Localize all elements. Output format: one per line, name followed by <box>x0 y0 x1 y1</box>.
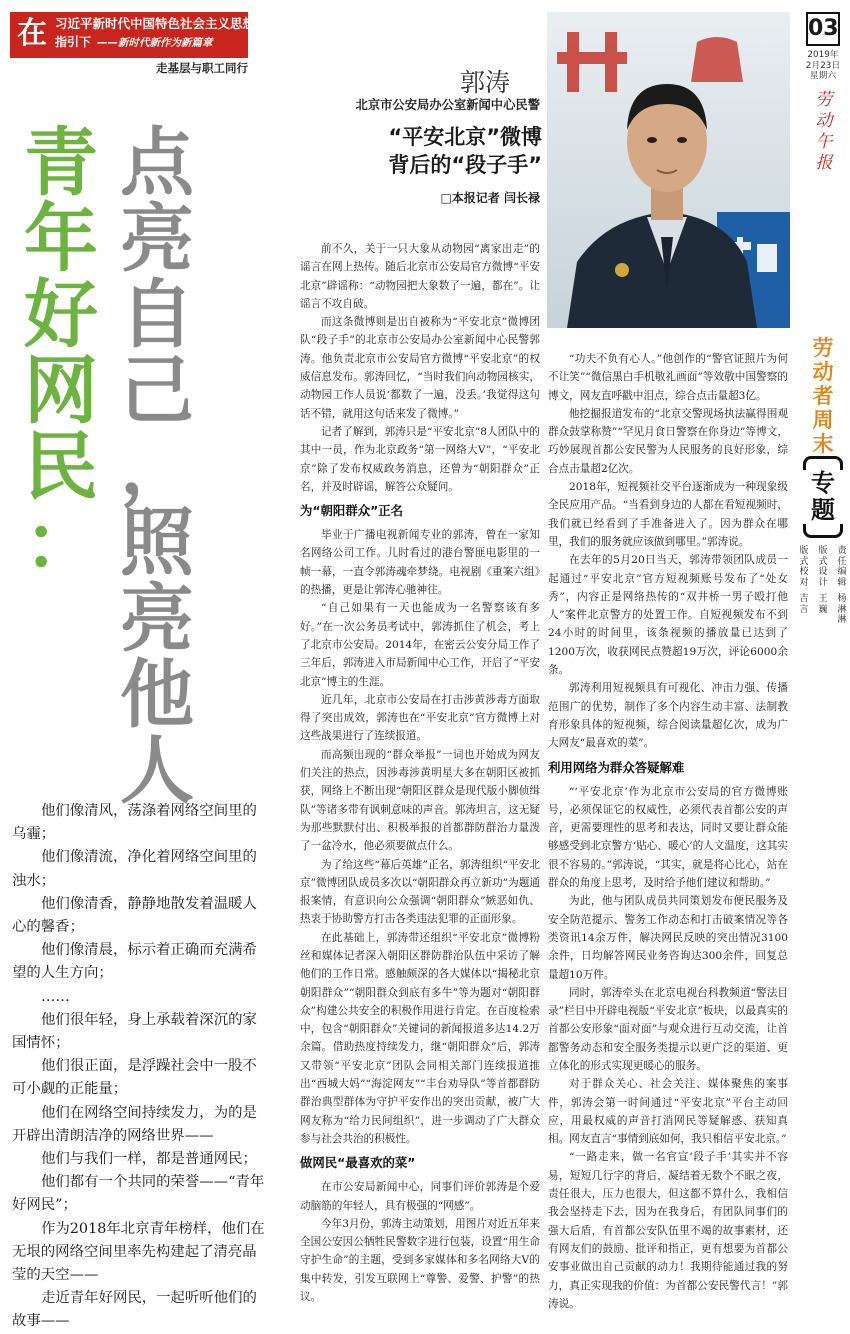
big-title-char: 亮 <box>120 576 194 662</box>
header-line-1: 习近平新时代中国特色社会主义思想 <box>55 16 256 31</box>
big-title-char: 好 <box>24 272 98 358</box>
body-paragraph: 2018年，短视频社交平台逐渐成为一种现象级全民应用产品。“当看到身边的人都在看短视频时，我们就已经看到了手准备进入了。因为群众在哪里，我们的服务就应该做到哪里。”郭涛说。 <box>548 481 788 548</box>
section-subhead: 做网民“最喜欢的菜” <box>300 1155 416 1171</box>
issue-date-year: 2019年 <box>807 50 839 60</box>
special-char: 题 <box>811 496 835 524</box>
credit-role-char: 校 <box>799 567 809 577</box>
logo-char: 报 <box>815 153 833 173</box>
big-title-char: 民 <box>24 424 98 510</box>
credit-role-char: 版 <box>799 546 809 556</box>
credit-role-char: 式 <box>799 556 809 567</box>
credit-name-char: 言 <box>799 604 809 615</box>
page-number: 03 <box>806 12 840 46</box>
body-paragraph: “‘平安北京’作为北京市公安局的官方微博账号，必须保证它的权威性，必须代表首都公安的声音，更需要理性的思考和表达，同时又要让群众能够感受到北京警方‘贴心、暖心’的人文温度，这其实很不容易的。”郭涛说，“其实，就是将心比心，站在群众的角度上思考，及时给予他们建议和帮助。” <box>548 785 788 890</box>
body-paragraph: “一路走来，做一名官宣‘段子手’其实并不容易，短短几行字的背后，凝结着无数个不眠之夜，责任很大，压力也很大，但这都不算什么，我相信我会坚持走下去，因为在我身后，有团队同事们的强大后盾，有首都公安队伍里不竭的故事素材，还有网友们的鼓励、批评和指正，更有想要为首都公安事业做出自己贡献的动力！我期待能通过我的努力，真正实现我的价值：为首都公安民警代言！”郭涛说。 <box>548 1151 788 1310</box>
body-paragraph: 而高频出现的“群众举报”一词也开始成为网友们关注的热点，因涉毒涉黄明星大多在朝阳区被抓获，网络上不断出现“朝阳区群众是现代版小脚侦缉队”等诸多带有讽刺意味的声音。郭涛坦言，这无疑为那些默默付出、积极举报的首都群防群治力量泼了一盆冷水，他必须要做点什么。 <box>300 748 540 853</box>
big-title-char: 亮 <box>120 196 194 282</box>
credit-role-char: 计 <box>818 577 828 588</box>
section-char: 周 <box>812 408 834 432</box>
big-title-char: ： <box>24 500 98 586</box>
header-line-2-tag: ——新时代新作为新篇章 <box>97 37 213 49</box>
body-paragraph: 郭涛利用短视频具有可视化、冲击力强、传播范围广的优势，制作了多个内容生动丰富、法制教育形象具体的短视频，综合阅读量超亿次，成为广大网友“最喜欢的菜”。 <box>548 682 788 750</box>
credit-role-char: 版 <box>818 546 828 556</box>
big-title-char: 照 <box>120 500 194 586</box>
big-title-char: 他 <box>120 652 194 738</box>
body-paragraph: 对于群众关心、社会关注、媒体聚焦的案事件，郭涛会第一时间通过“平安北京”平台主动回应，用最权威的声音打消网民等疑解惑、获知真相。网友直言“事情到底如何，我只相信平安北京。” <box>548 1078 788 1146</box>
section-char: 动 <box>812 360 834 384</box>
big-title-right <box>118 120 196 814</box>
section-char: 劳 <box>812 336 834 360</box>
body-paragraph: 前不久，关于一只大象从动物园“离家出走”的谣言在网上热传。随后北京市公安局官方微博“平安北京”辟谣称：“动物园把大象数了一遍，都在”。让谣言不攻自破。 <box>300 243 540 310</box>
special-char: 专 <box>811 469 835 497</box>
header-line-2 <box>55 34 247 51</box>
issue-date-day: 2月23日 <box>805 60 841 71</box>
credit-role-char: 式 <box>818 556 828 567</box>
article-column-2 <box>548 350 788 1313</box>
logo-char: 动 <box>815 111 833 131</box>
credit-role-char: 编 <box>837 567 847 577</box>
credit-role-char: 对 <box>799 577 809 588</box>
special-label <box>803 470 843 524</box>
credit-name-char: 巍 <box>818 604 828 615</box>
article-title-line-1: “平安北京”微博 <box>388 125 542 149</box>
body-paragraph: 而这条微博则是出自被称为“平安北京”微博团队“段子手”的北京市公安局办公室新闻中心民警郭涛。他负责北京市公安局官方微博“平安北京”的权威信息发布。郭涛回忆，“当时我们向动物园核实，动物园工作人员说‘都数了一遍，没丢。’我觉得这句话不错，就用这句话来发了微博。” <box>300 316 540 420</box>
special-bracket-top <box>803 456 843 470</box>
big-title-char: 点 <box>120 120 194 206</box>
poem-line: 他们在网络空间持续发力，为的是开辟出清朗洁净的网络世界—— <box>12 1104 257 1144</box>
header-line-2-text: 指引下 <box>55 35 92 49</box>
big-title-char: 自 <box>120 272 194 358</box>
article-title-line-2: 背后的“段子手” <box>388 153 542 177</box>
section-name <box>803 336 843 456</box>
body-paragraph: 在此基础上，郭涛带还组织“平安北京”微博粉丝和媒体记者深入朝阳区群防群治队伍中采访了解他们的工作日常。感触颇深的各大媒体以“揭秘北京朝阳群众”“朝阳群众到底有多牛”等为题对“朝阳群众”构建公共安全的积极作用进行肯定。在百度检索中，包含“朝阳群众”关键词的新闻报道多达14.2万余篇。借助热度持续发力，继“朝阳群众”后，郭涛又带领“平安北京”团队会同相关部门连续报道推出“西城大妈”“海淀网友”“丰台劝导队”等首都群防群治典型群体为守护平安作出的突出贡献，被广大网友称为“给力民间组织”，进一步调动了广大群众参与社会共治的积极性。 <box>300 931 540 1145</box>
newspaper-logo <box>806 90 842 174</box>
body-paragraph: 毕业于广播电视新闻专业的郭涛，曾在一家知名网络公司工作。儿时看过的港台警匪电影里的一帧一幕，一直令郭涛魂牵梦绕。电视剧《重案六组》的热播，更是让郭涛心驰神往。 <box>300 529 540 597</box>
credit-entry <box>836 546 848 646</box>
credit-role-char: 设 <box>818 567 828 577</box>
body-paragraph: “功夫不负有心人。”他创作的“警官证照片为何不让笑”“微信黑白手机敬礼画面”等效敬中国警察的博文，网友直呼戳中泪点，综合点击量超3亿。 <box>548 353 788 402</box>
body-paragraph: 在去年的5月20日当天，郭涛带领团队成员一起通过“平安北京”官方短视频账号发布了“处女秀”，内容正是网络热传的“双井桥一男子殴打他人”案件北京警方的处置工作。自短视频发布不到24小时的时间里，该条视频的播放量已达到了1200万次，收获网民点赞超19万次，评论6000余条。 <box>548 554 788 677</box>
intro-poem <box>12 800 268 1334</box>
body-paragraph: “自己如果有一天也能成为一名警察该有多好。”在一次公务员考试中，郭涛抓住了机会，考上了北京市公安局。2014年，在密云公安分局工作了三年后，郭涛进入市局新闻中心工作，开启了“平安北京”博主的生涯。 <box>300 602 540 688</box>
issue-date-weekday: 星期六 <box>809 71 837 81</box>
header-zai-glyph: 在 <box>17 16 47 51</box>
credit-entry <box>798 546 810 646</box>
issue-date <box>800 50 846 82</box>
body-paragraph: 为此，他与团队成员共同策划发布便民服务及安全防范提示、警务工作动态和打击破案情况等各类资讯14余万件，解决网民反映的突出情况3100余件，日均解答网民业务咨询达300余件，回复总量超10万件。 <box>548 895 788 981</box>
credit-role-char: 任 <box>837 556 847 567</box>
big-title-char: 人 <box>120 728 194 814</box>
credit-role-char: 辑 <box>837 577 847 588</box>
body-paragraph: 今年3月份，郭涛主动策划，用图片对近五年来全国公安因公牺牲民警数字进行包装，设置“用生命守护生命”的主题，受到多家媒体和多名网络大V的集中转发，引发互联网上“尊警、爱警、护警”的热议。 <box>300 1217 540 1304</box>
section-char: 末 <box>812 432 834 456</box>
body-paragraph: 记者了解到，郭涛只是“平安北京”8人团队中的其中一员，作为北京政务“第一网络大V”，“平安北京”除了发布权威政务消息，还曾为“朝阳群众”正名，并及时辟谣，解答公众疑问。 <box>300 425 540 493</box>
poem-line: 他们与我们一样，都是普通网民； <box>41 1151 257 1168</box>
subject-role: 北京市公安局办公室新闻中心民警 <box>355 98 540 112</box>
credit-name-char: 吉 <box>799 594 809 604</box>
credit-name-char: 淋 <box>837 604 847 615</box>
big-title-left <box>22 120 100 586</box>
big-title-char: 青 <box>24 120 98 206</box>
credit-name-char: 杨 <box>837 594 847 604</box>
section-subhead: 为“朝阳群众”正名 <box>300 503 404 519</box>
poem-line: 他们像清晨，标示着正确而充满希望的人生方向； <box>12 942 257 982</box>
section-subhead: 利用网络为群众答疑解难 <box>548 759 685 775</box>
section-char: 者 <box>812 384 834 408</box>
body-paragraph: 在市公安局新闻中心，同事们评价郭涛是个爱动脑筋的年轻人，具有极强的“网感”。 <box>300 1181 540 1212</box>
big-title-char: 网 <box>24 348 98 434</box>
credit-name-char: 王 <box>818 594 828 604</box>
credit-entry <box>817 546 829 646</box>
editor-credits <box>798 546 848 646</box>
poem-line: 他们都有一个共同的荣誉——“青年好网民”； <box>12 1174 265 1214</box>
poem-line: 他们很年轻，身上承载着深沉的家国情怀； <box>12 1011 257 1052</box>
poem-line: 他们像清香，静静地散发着温暖人心的馨香； <box>12 895 257 936</box>
portrait-photo <box>547 12 790 328</box>
credit-role-char: 责 <box>837 546 847 556</box>
credit-name-char: 淋 <box>837 615 847 625</box>
poem-line: 他们像清风，荡涤着网络空间里的乌霾； <box>12 803 257 843</box>
special-bracket-bottom <box>803 524 843 538</box>
body-paragraph: 为了给这些“幕后英雄”正名，郭涛组织“平安北京”微博团队成员多次以“朝阳群众再立新功”为题通报案情，有意识向公众强调“朝阳群众”嫉恶如仇、热衷于协助警方打击各类违法犯罪的正面形象。 <box>300 858 540 926</box>
subject-name: 郭涛 <box>460 68 511 97</box>
poem-line: 他们很正面，是浮躁社会中一股不可小觑的正能量； <box>12 1058 257 1098</box>
poem-line: 他们像清流，净化着网络空间里的浊水； <box>12 849 257 889</box>
body-paragraph: 近几年，北京市公安局在打击涉黄涉毒方面取得了突出成效，郭涛也在“平安北京”官方微博上对这些战果进行了连续报道。 <box>300 693 540 743</box>
body-paragraph: 他挖掘报道发布的“北京交警现场执法赢得围观群众鼓掌称赞”“罕见月食日警察在你身边”等博文，巧妙展现首都公安民警为人民服务的良好形象，综合点击量超2亿次。 <box>548 407 788 475</box>
article-byline: □本报记者 闫长禄 <box>440 191 540 205</box>
body-paragraph: 同时，郭涛牵头在北京电视台科教频道“警法目录”栏目中开辟电视版“平安北京”板块，以最真实的首都公安形象“面对面”与观众进行互动交流，让首都警务动态和安全服务类提示以更广泛的渠道、更立体化的形式实现更暖心的服务。 <box>548 986 788 1072</box>
poem-line: 作为2018年北京青年榜样，他们在无垠的网络空间里率先构建起了清亮晶莹的天空—— <box>12 1220 265 1284</box>
poem-line: 走近青年好网民，一起听听他们的故事—— <box>12 1290 257 1330</box>
logo-char: 午 <box>815 132 833 152</box>
big-title-char: 己 <box>120 348 194 434</box>
article-column-1 <box>300 240 540 1306</box>
logo-char: 劳 <box>815 90 833 110</box>
big-title-char: 年 <box>24 196 98 282</box>
poem-line: …… <box>41 988 70 1005</box>
header-subtitle: 走基层与职工同行 <box>156 61 248 75</box>
big-title-char: ， <box>120 424 194 510</box>
